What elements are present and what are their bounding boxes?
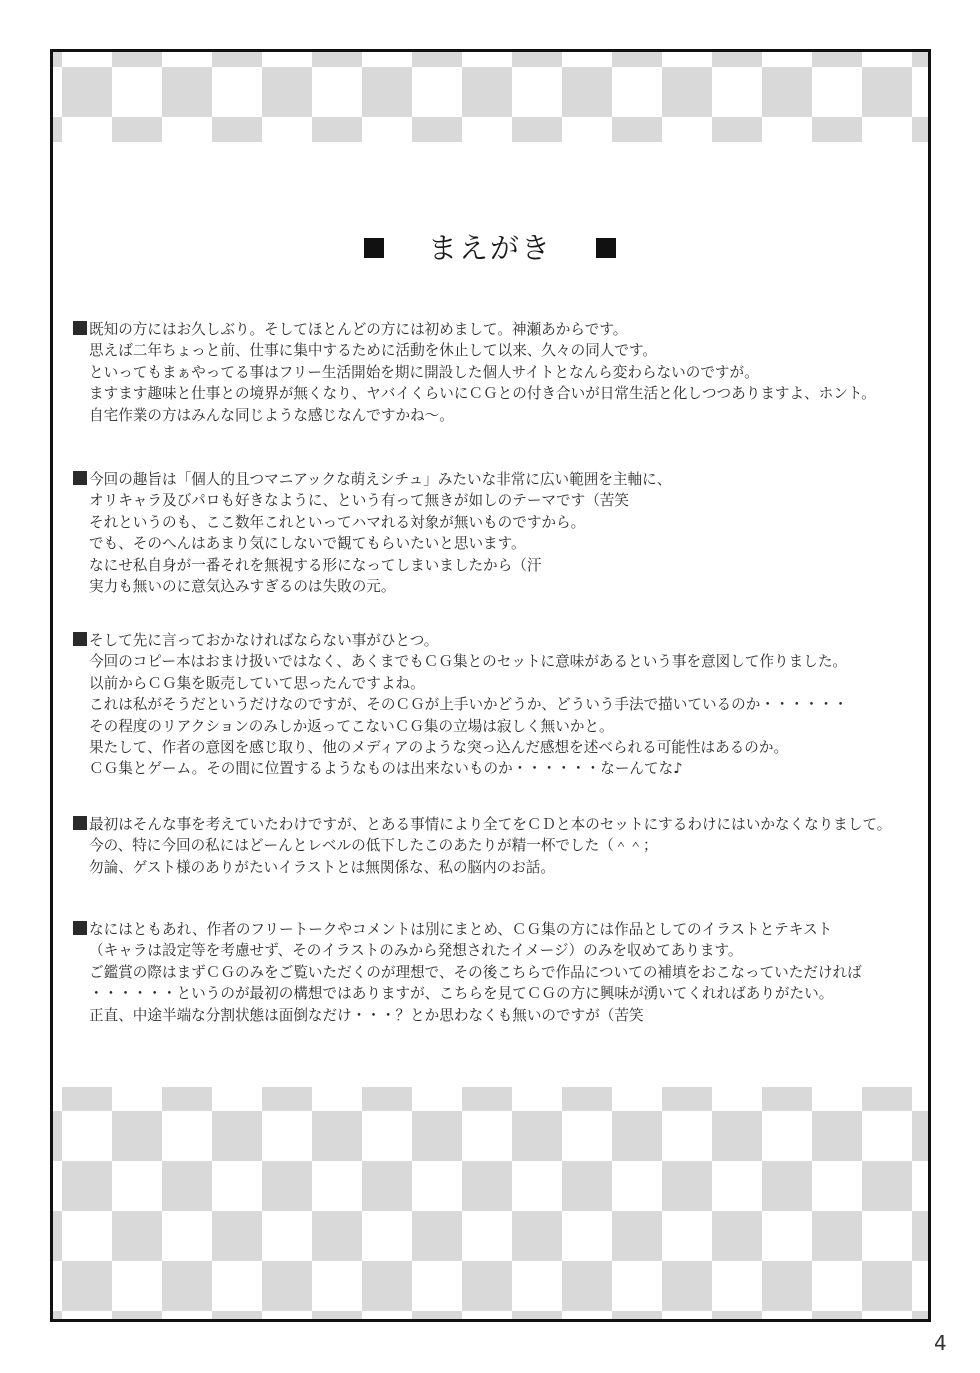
paragraph-line: 以前からＣＧ集を販売していて思ったんですよね。 xyxy=(89,674,425,692)
black-square-icon xyxy=(596,238,616,258)
paragraph-line: ＣＧ集とゲーム。その間に位置するようなものは出来ないものか・・・・・・なーんてな♪ xyxy=(89,760,683,778)
bullet-square-icon xyxy=(73,632,87,646)
paragraph-5 xyxy=(73,919,862,1026)
checker-square xyxy=(262,1087,312,1111)
checker-square xyxy=(512,1211,562,1261)
checker-square xyxy=(262,1161,312,1211)
paragraph-line: その程度のリアクションのみしか返ってこないＣＧ集の立場は寂しく無いかと。 xyxy=(89,717,614,735)
checker-square xyxy=(462,67,512,117)
checker-square xyxy=(612,1311,662,1319)
paragraph-line: ますます趣味と仕事との境界が無くなり、ヤバイくらいにＣＧとの付き合いが日常生活と化しつつありますよ、ホント。 xyxy=(89,385,876,403)
checker-square xyxy=(662,1261,712,1311)
checker-square xyxy=(212,1311,262,1319)
black-square-icon xyxy=(364,238,384,258)
checker-square xyxy=(412,52,462,67)
paragraph-line: 今回のコピー本はおまけ扱いではなく、あくまでもＣＧ集とのセットに意味があるという事を意図して作りました。 xyxy=(89,653,848,671)
checker-square xyxy=(712,52,762,67)
checker-square xyxy=(812,1111,862,1161)
checker-square xyxy=(862,67,912,117)
checker-square xyxy=(53,1311,62,1319)
paragraph-line: そして先に言っておかなければならない事がひとつ。 xyxy=(73,630,848,651)
checker-band-top xyxy=(53,52,928,142)
checker-square xyxy=(162,67,212,117)
paragraph-line: 最初はそんな事を考えていたわけですが、とある事情により全てをＣＤと本のセットにするわけにはいかなくなりまして。 xyxy=(73,814,891,835)
checker-square xyxy=(312,52,362,67)
checker-square xyxy=(262,67,312,117)
checker-square xyxy=(53,1111,62,1161)
checker-square xyxy=(812,117,862,142)
checker-square xyxy=(362,1161,412,1211)
page-title-text: まえがき xyxy=(427,231,552,265)
checker-square xyxy=(562,67,612,117)
checker-square xyxy=(362,1087,412,1111)
bullet-square-icon xyxy=(73,321,87,335)
checker-square xyxy=(612,52,662,67)
paragraph-1 xyxy=(73,319,876,426)
checker-square xyxy=(712,1111,762,1161)
checker-square xyxy=(312,117,362,142)
checker-square xyxy=(412,1111,462,1161)
checker-square xyxy=(62,1087,112,1111)
checker-square xyxy=(412,1311,462,1319)
paragraph-line: これは私がそうだというだけなのですが、そのＣＧが上手いかどうか、どういう手法で描いているのか・・・・・・ xyxy=(89,696,848,714)
paragraph-line: （キャラは設定等を考慮せず、そのイラストのみから発想されたイメージ）のみを収めてあります。 xyxy=(89,942,743,960)
paragraph-line: 果たして、作者の意図を感じ取り、他のメディアのような突っ込んだ感想を述べられる可能性はあるのか。 xyxy=(89,739,789,757)
paragraph-3 xyxy=(73,630,848,780)
checker-square xyxy=(362,1261,412,1311)
checker-square xyxy=(112,1211,162,1261)
bullet-square-icon xyxy=(73,471,87,485)
checker-square xyxy=(212,1211,262,1261)
checker-square xyxy=(462,1087,512,1111)
page-number: 4 xyxy=(934,1331,947,1355)
checker-square xyxy=(512,1111,562,1161)
checker-square xyxy=(812,1311,862,1319)
paragraph-line: 既知の方にはお久しぶり。そしてほとんどの方には初めまして。神瀬あからです。 xyxy=(73,319,876,340)
paragraph-line: 実力も無いのに意気込みすぎるのは失敗の元。 xyxy=(89,578,396,596)
checker-square xyxy=(62,1161,112,1211)
paragraph-line: ご鑑賞の際はまずＣＧのみをご覧いただくのが理想で、その後こちらで作品についての補填をおこなっていただければ xyxy=(89,963,862,981)
paragraph-line: それというのも、ここ数年これといってハマれる対象が無いものですから。 xyxy=(89,513,586,531)
page-title xyxy=(0,226,980,267)
checker-square xyxy=(762,1261,812,1311)
paragraph-line: 勿論、ゲスト様のありがたいイラストとは無関係な、私の脳内のお話。 xyxy=(89,858,555,876)
checker-square xyxy=(912,52,928,67)
checker-square xyxy=(912,117,928,142)
checker-square xyxy=(362,67,412,117)
paragraph-line: 自宅作業の方はみんな同じような感じなんですかね～。 xyxy=(89,406,454,424)
paragraph-line: 思えば二年ちょっと前、仕事に集中するために活動を休止して以来、久々の同人です。 xyxy=(89,342,657,360)
checker-square xyxy=(562,1087,612,1111)
paragraph-line: オリキャラ及びパロも好きなように、という有って無きが如しのテーマです（苦笑 xyxy=(89,492,629,510)
checker-square xyxy=(512,52,562,67)
checker-square xyxy=(62,67,112,117)
paragraph-4 xyxy=(73,814,891,878)
checker-square xyxy=(712,1211,762,1261)
checker-square xyxy=(562,1161,612,1211)
paragraph-line: ・・・・・・というのが最初の構想ではありますが、こちらを見てＣＧの方に興味が湧いてくれればありがたい。 xyxy=(89,985,834,1003)
checker-square xyxy=(862,1161,912,1211)
checker-square xyxy=(112,117,162,142)
checker-square xyxy=(612,1111,662,1161)
checker-square xyxy=(912,1111,928,1161)
checker-square xyxy=(512,117,562,142)
checker-square xyxy=(412,1211,462,1261)
checker-square xyxy=(862,1087,912,1111)
checker-band-bottom xyxy=(53,1087,928,1319)
checker-square xyxy=(512,1311,562,1319)
checker-square xyxy=(112,1311,162,1319)
checker-square xyxy=(762,1087,812,1111)
checker-square xyxy=(62,1261,112,1311)
checker-square xyxy=(712,117,762,142)
checker-square xyxy=(912,1311,928,1319)
checker-square xyxy=(162,1161,212,1211)
checker-square xyxy=(212,1111,262,1161)
checker-square xyxy=(812,1211,862,1261)
checker-square xyxy=(112,1111,162,1161)
checker-square xyxy=(812,52,862,67)
paragraph-line: といってもまぁやってる事はフリー生活開始を期に開設した個人サイトとなんら変わらないのですが。 xyxy=(89,363,759,381)
checker-square xyxy=(53,1211,62,1261)
checker-square xyxy=(762,67,812,117)
bullet-square-icon xyxy=(73,816,87,830)
checker-square xyxy=(612,1211,662,1261)
paragraph-line: なにはともあれ、作者のフリートークやコメントは別にまとめ、ＣＧ集の方には作品としてのイラストとテキスト xyxy=(73,919,862,940)
checker-square xyxy=(862,1261,912,1311)
checker-square xyxy=(612,117,662,142)
paragraph-line: でも、そのへんはあまり気にしないで観てもらいたいと思います。 xyxy=(89,535,526,553)
checker-square xyxy=(462,1261,512,1311)
checker-square xyxy=(53,52,62,67)
checker-square xyxy=(53,117,62,142)
checker-square xyxy=(662,1161,712,1211)
checker-square xyxy=(462,1161,512,1211)
bullet-square-icon xyxy=(73,921,87,935)
checker-square xyxy=(112,52,162,67)
checker-square xyxy=(312,1211,362,1261)
checker-square xyxy=(662,1087,712,1111)
paragraph-line: 正直、中途半端な分割状態は面倒なだけ・・・？とか思わなくも無いのですが（苦笑 xyxy=(89,1006,644,1024)
checker-square xyxy=(412,117,462,142)
checker-square xyxy=(212,52,262,67)
checker-square xyxy=(562,1261,612,1311)
checker-square xyxy=(212,117,262,142)
paragraph-line: なにせ私自身が一番それを無視する形になってしまいましたから（汗 xyxy=(89,556,542,574)
checker-square xyxy=(912,1211,928,1261)
checker-square xyxy=(712,1311,762,1319)
checker-square xyxy=(262,1261,312,1311)
checker-square xyxy=(162,1261,212,1311)
paragraph-2 xyxy=(73,469,671,597)
checker-square xyxy=(162,1087,212,1111)
checker-square xyxy=(762,1161,812,1211)
checker-square xyxy=(662,67,712,117)
checker-square xyxy=(312,1311,362,1319)
checker-square xyxy=(312,1111,362,1161)
paragraph-line: 今の、特に今回の私にはどーんとレベルの低下したこのあたりが精一杯でした（＾＾； xyxy=(89,837,658,855)
paragraph-line: 今回の趣旨は「個人的且つマニアックな萌えシチュ」みたいな非常に広い範囲を主軸に、 xyxy=(73,469,671,490)
